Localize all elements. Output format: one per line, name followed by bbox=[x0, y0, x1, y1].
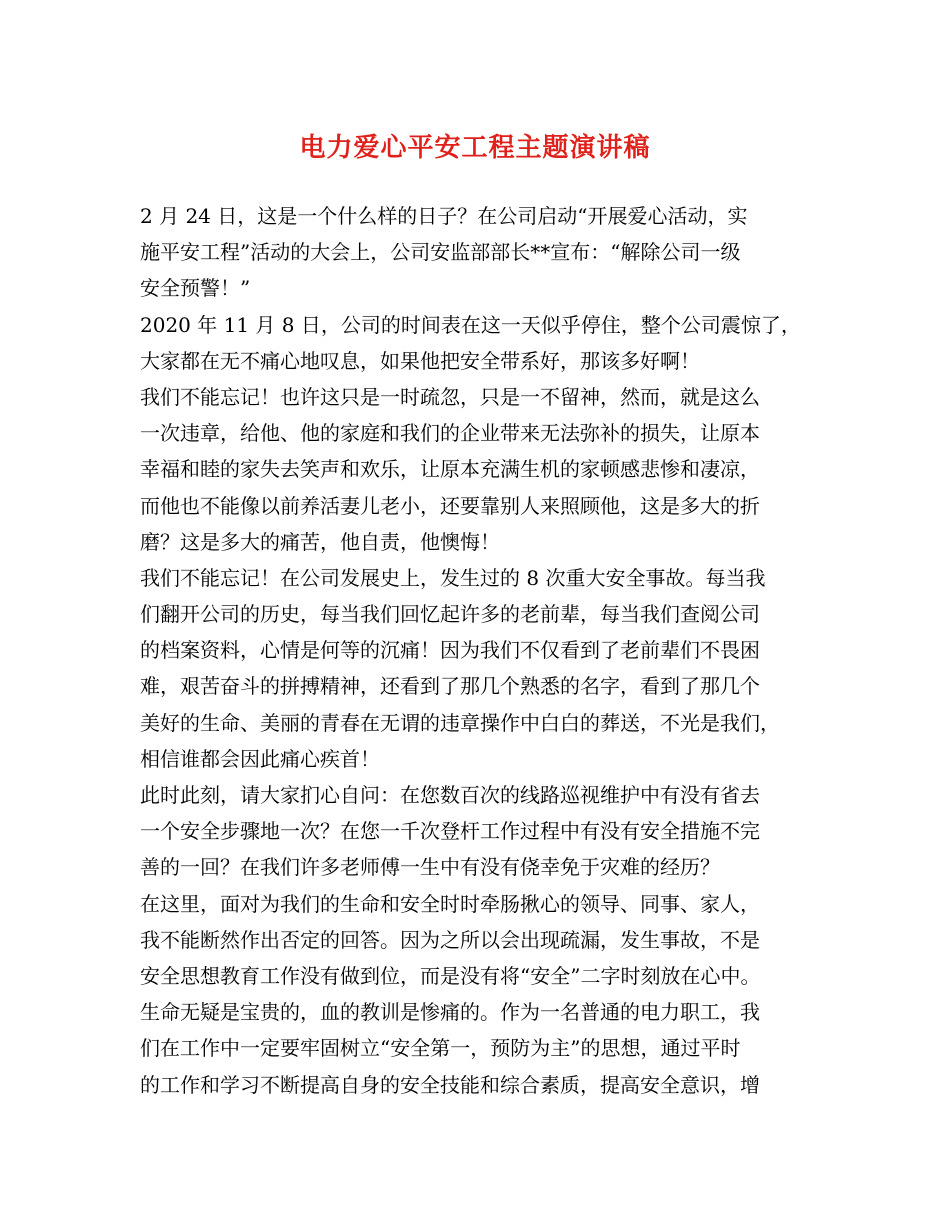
body-line: 们翻开公司的历史，每当我们回忆起许多的老前辈，每当我们查阅公司 bbox=[140, 602, 760, 627]
body-line: 幸福和睦的家失去笑声和欢乐，让原本充满生机的家顿感悲惨和凄凉， bbox=[140, 457, 760, 482]
body-line: 的档案资料，心情是何等的沉痛！因为我们不仅看到了老前辈们不畏困 bbox=[140, 638, 760, 663]
body-line: 相信谁都会因此痛心疾首！ bbox=[140, 746, 380, 771]
body-line: 在这里，面对为我们的生命和安全时时牵肠揪心的领导、同事、家人， bbox=[140, 891, 760, 916]
body-line: 我们不能忘记！也许这只是一时疏忽，只是一不留神，然而，就是这么 bbox=[140, 384, 760, 409]
body-line: 我们不能忘记！在公司发展史上，发生过的 8 次重大安全事故。每当我 bbox=[140, 565, 766, 590]
body-line: 生命无疑是宝贵的，血的教训是惨痛的。作为一名普通的电力职工，我 bbox=[140, 1000, 760, 1025]
body-line: 美好的生命、美丽的青春在无谓的违章操作中白白的葬送，不光是我们， bbox=[140, 710, 780, 735]
body-line: 施平安工程”活动的大会上，公司安监部部长**宣布：“解除公司一级 bbox=[140, 240, 741, 265]
body-line: 一个安全步骤地一次？在您一千次登杆工作过程中有没有安全措施不完 bbox=[140, 819, 760, 844]
body-line: 善的一回？在我们许多老师傅一生中有没有侥幸免于灾难的经历？ bbox=[140, 855, 720, 880]
body-line: 此时此刻，请大家扪心自问：在您数百次的线路巡视维护中有没有省去 bbox=[140, 783, 760, 807]
body-line: 们在工作中一定要牢固树立“安全第一，预防为主”的思想，通过平时 bbox=[140, 1036, 741, 1061]
body-line: 一次违章，给他、他的家庭和我们的企业带来无法弥补的损失，让原本 bbox=[140, 421, 760, 446]
body-line: 2 月 24 日，这是一个什么样的日子？在公司启动“开展爱心活动，实 bbox=[140, 204, 748, 228]
body-line: 2020 年 11 月 8 日，公司的时间表在这一天似乎停住，整个公司震惊了， bbox=[140, 312, 801, 337]
document-title: 电力爱心平安工程主题演讲稿 bbox=[299, 133, 651, 163]
body-line: 难，艰苦奋斗的拼搏精神，还看到了那几个熟悉的名字，看到了那几个 bbox=[140, 674, 760, 699]
body-line: 大家都在无不痛心地叹息，如果他把安全带系好，那该多好啊！ bbox=[140, 348, 700, 373]
body-line: 安全思想教育工作没有做到位，而是没有将“安全”二字时刻放在心中。 bbox=[140, 963, 761, 988]
body-line: 安全预警！” bbox=[140, 276, 251, 301]
body-line: 而他也不能像以前养活妻儿老小，还要靠别人来照顾他，这是多大的折 bbox=[140, 493, 760, 518]
body-line: 我不能断然作出否定的回答。因为之所以会出现疏漏，发生事故，不是 bbox=[140, 927, 760, 952]
body-line: 磨？这是多大的痛苦，他自责，他懊悔！ bbox=[140, 529, 500, 554]
document-body bbox=[140, 198, 815, 1103]
body-line: 的工作和学习不断提高自身的安全技能和综合素质，提高安全意识，增 bbox=[140, 1072, 760, 1097]
